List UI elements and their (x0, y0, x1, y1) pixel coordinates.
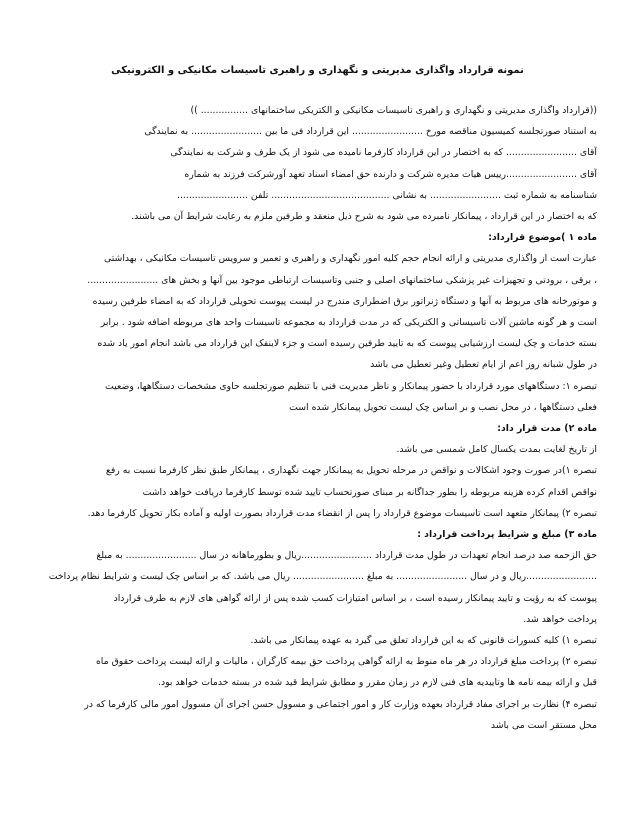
article-1-line-2: ، برقی ، برودتی و تجهیزات غیر پزشکی ساختمانهای اصلی و جنبی وتاسیسات ارتباطی موجود بین آنها و بخش های ........................ (87, 274, 597, 286)
article-3-line-4: پرداخت خواهد شد. (523, 613, 597, 625)
article-2-note-1-line-1: تبصره ۱)در صورت وجود اشکالات و نواقص در مرحله تحویل به پیمانکار جهت نگهداری ، پیمانکار طبق نظر کارفرما نسبت به رفع (105, 465, 597, 477)
note-1-line-2: فعلی دستگاهها ، در محل نصب و بر اساس چک لیست تحویل پیمانکار شده است (289, 401, 597, 413)
parties-line-1: به استناد صورتجلسه کمیسیون مناقصه مورخ ........................ این قرارداد فی ما بین ........................ به نمایندگی (144, 126, 597, 138)
parties-line-2: آقای ........................ که به اختصار در این قرارداد کارفرما نامیده می شود از یک طرف و شرکت به نمایندگی (170, 147, 597, 159)
article-3-note-1: تبصره ۱) کلیه کسورات قانونی که به این قرارداد تعلق می گیرد به عهده پیمانکار می باشد. (250, 635, 597, 647)
parties-line-5: که به اختصار در این قرارداد ، پیمانکار نامبرده می شود به شرح ذیل منعقد و طرفین ملزم به رعایت شرایط آن می باشند. (131, 211, 597, 223)
document-title: نمونه قرارداد واگذاری مدیریتی و نگهداری و راهبری تاسیسات مکانیکی و الکترونیکی (111, 65, 524, 76)
article-3-note-4-line-1: تبصره ۴) نظارت بر اجرای مفاد قرارداد بعهده وزارت کار و امور اجتماعی و مسوول حسن اجرای آن مسوول امور مالی کارفرما که در (84, 698, 597, 710)
article-3-note-2-line-2: قبل و ارائه بیمه نامه ها وتاییدیه های فنی لازم در زمان مقرر و مطابق شرایط قید شده در بسته خدمات خواهد بود. (157, 677, 597, 689)
document-body (38, 100, 597, 736)
article-3-line-2: ........................ریال و در سال ........................ به مبلغ ........................ ریال می باشد. که بر اساس چک لیست و شرایط نظام پرداخت (48, 571, 597, 583)
article-1-line-3: و موتورخانه های مربوط به آنها و دستگاه ژنراتور برق اضطراری مندرج در لیست پیوست تحویلی قرارداد که به امضاء طرفین رسیده (92, 295, 597, 307)
note-1-line-1: تبصره ۱: دستگاههای مورد قرارداد با حضور پیمانکار و ناظر مدیریت فنی با تنظیم صورتجلسه حاوی مشخصات دستگاهها، وضعیت (105, 380, 597, 392)
article-1-line-4: است و هر گونه ماشین آلات تاسیساتی و الکتریکی که در مدت قرارداد به مجموعه تاسیسات واحد های مربوطه اضافه شود . برابر (100, 317, 597, 329)
article-2-note-2: تبصره ۲) پیمانکار متعهد است تاسیسات موضوع قرارداد را پس از انقضاء مدت قرارداد بصورت اولیه و آماده بکار تحویل کارفرما دهد. (87, 507, 597, 519)
article-1-line-5: بسته خدمات و چک لیست ارزشیابی پیوست که به تایید طرفین رسیده است و جزء لاینفک این قرارداد می باشد انجام امور یاد شده (97, 338, 597, 350)
article-1-line-6: در طول شبانه روز اعم از ایام تعطیل وغیر تعطیل می باشد (370, 359, 597, 371)
article-1-line-1: عبارت است از واگذاری مدیریتی و ارائه انجام حجم کلیه امور نگهداری و راهبری و تعمیر و سرویس تاسیسات مکانیکی ، بهداشتی (104, 253, 597, 265)
parties-line-3: آقای ........................رییس هیات مدیره شرکت و دارنده حق امضاء اسناد تعهد آورشرکت فرزند به شماره (184, 168, 597, 180)
parties-line-4: شناسنامه به شماره ثبت ........................ به نشانی ........................................ تلفن ........................ (177, 189, 597, 201)
article-3-note-4-line-2: محل مستقر است می باشد (490, 719, 597, 731)
article-3-note-2-line-1: تبصره ۲) پرداخت مبلغ قرارداد در هر ماه منوط به ارائه گواهی پرداخت حق بیمه کارگران ، مالیات و ارائه لیست پرداخت حقوق ماه (95, 656, 597, 668)
article-2-line-1: از تاریخ لغایت بمدت یکسال کامل شمسی می باشد. (396, 444, 597, 456)
article-3-line-1: حق الزحمه صد درصد انجام تعهدات در طول مدت قرارداد ........................ریال و بطورماهانه در سال ........................ به مبلغ (96, 550, 597, 562)
article-3-line-3: پیوست که به رؤیت و تایید پیمانکار رسیده است ، بر اساس امتیازات کسب شده پس از ارائه گواهی های لازم به طرف قرارداد (113, 592, 597, 604)
article-2-note-1-line-2: نواقص اقدام کرده هزینه مربوطه را بطور جداگانه بر مبنای صورتحساب تایید شده توسط کارفرما دریافت خواهد داشت (142, 486, 597, 498)
contract-heading-line: ((قرارداد واگذاری مدیریتی و نگهداری و راهبری تاسیسات مکانیکی و الکتریکی ساختمانهای ................ )) (190, 105, 597, 116)
article-2-heading: ماده ۲) مدت قرار داد: (497, 423, 597, 435)
article-1-heading: ماده ۱ )موضوع قرارداد: (488, 232, 597, 244)
article-3-heading: ماده ۳) مبلغ و شرایط پرداخت قرارداد : (417, 529, 597, 541)
